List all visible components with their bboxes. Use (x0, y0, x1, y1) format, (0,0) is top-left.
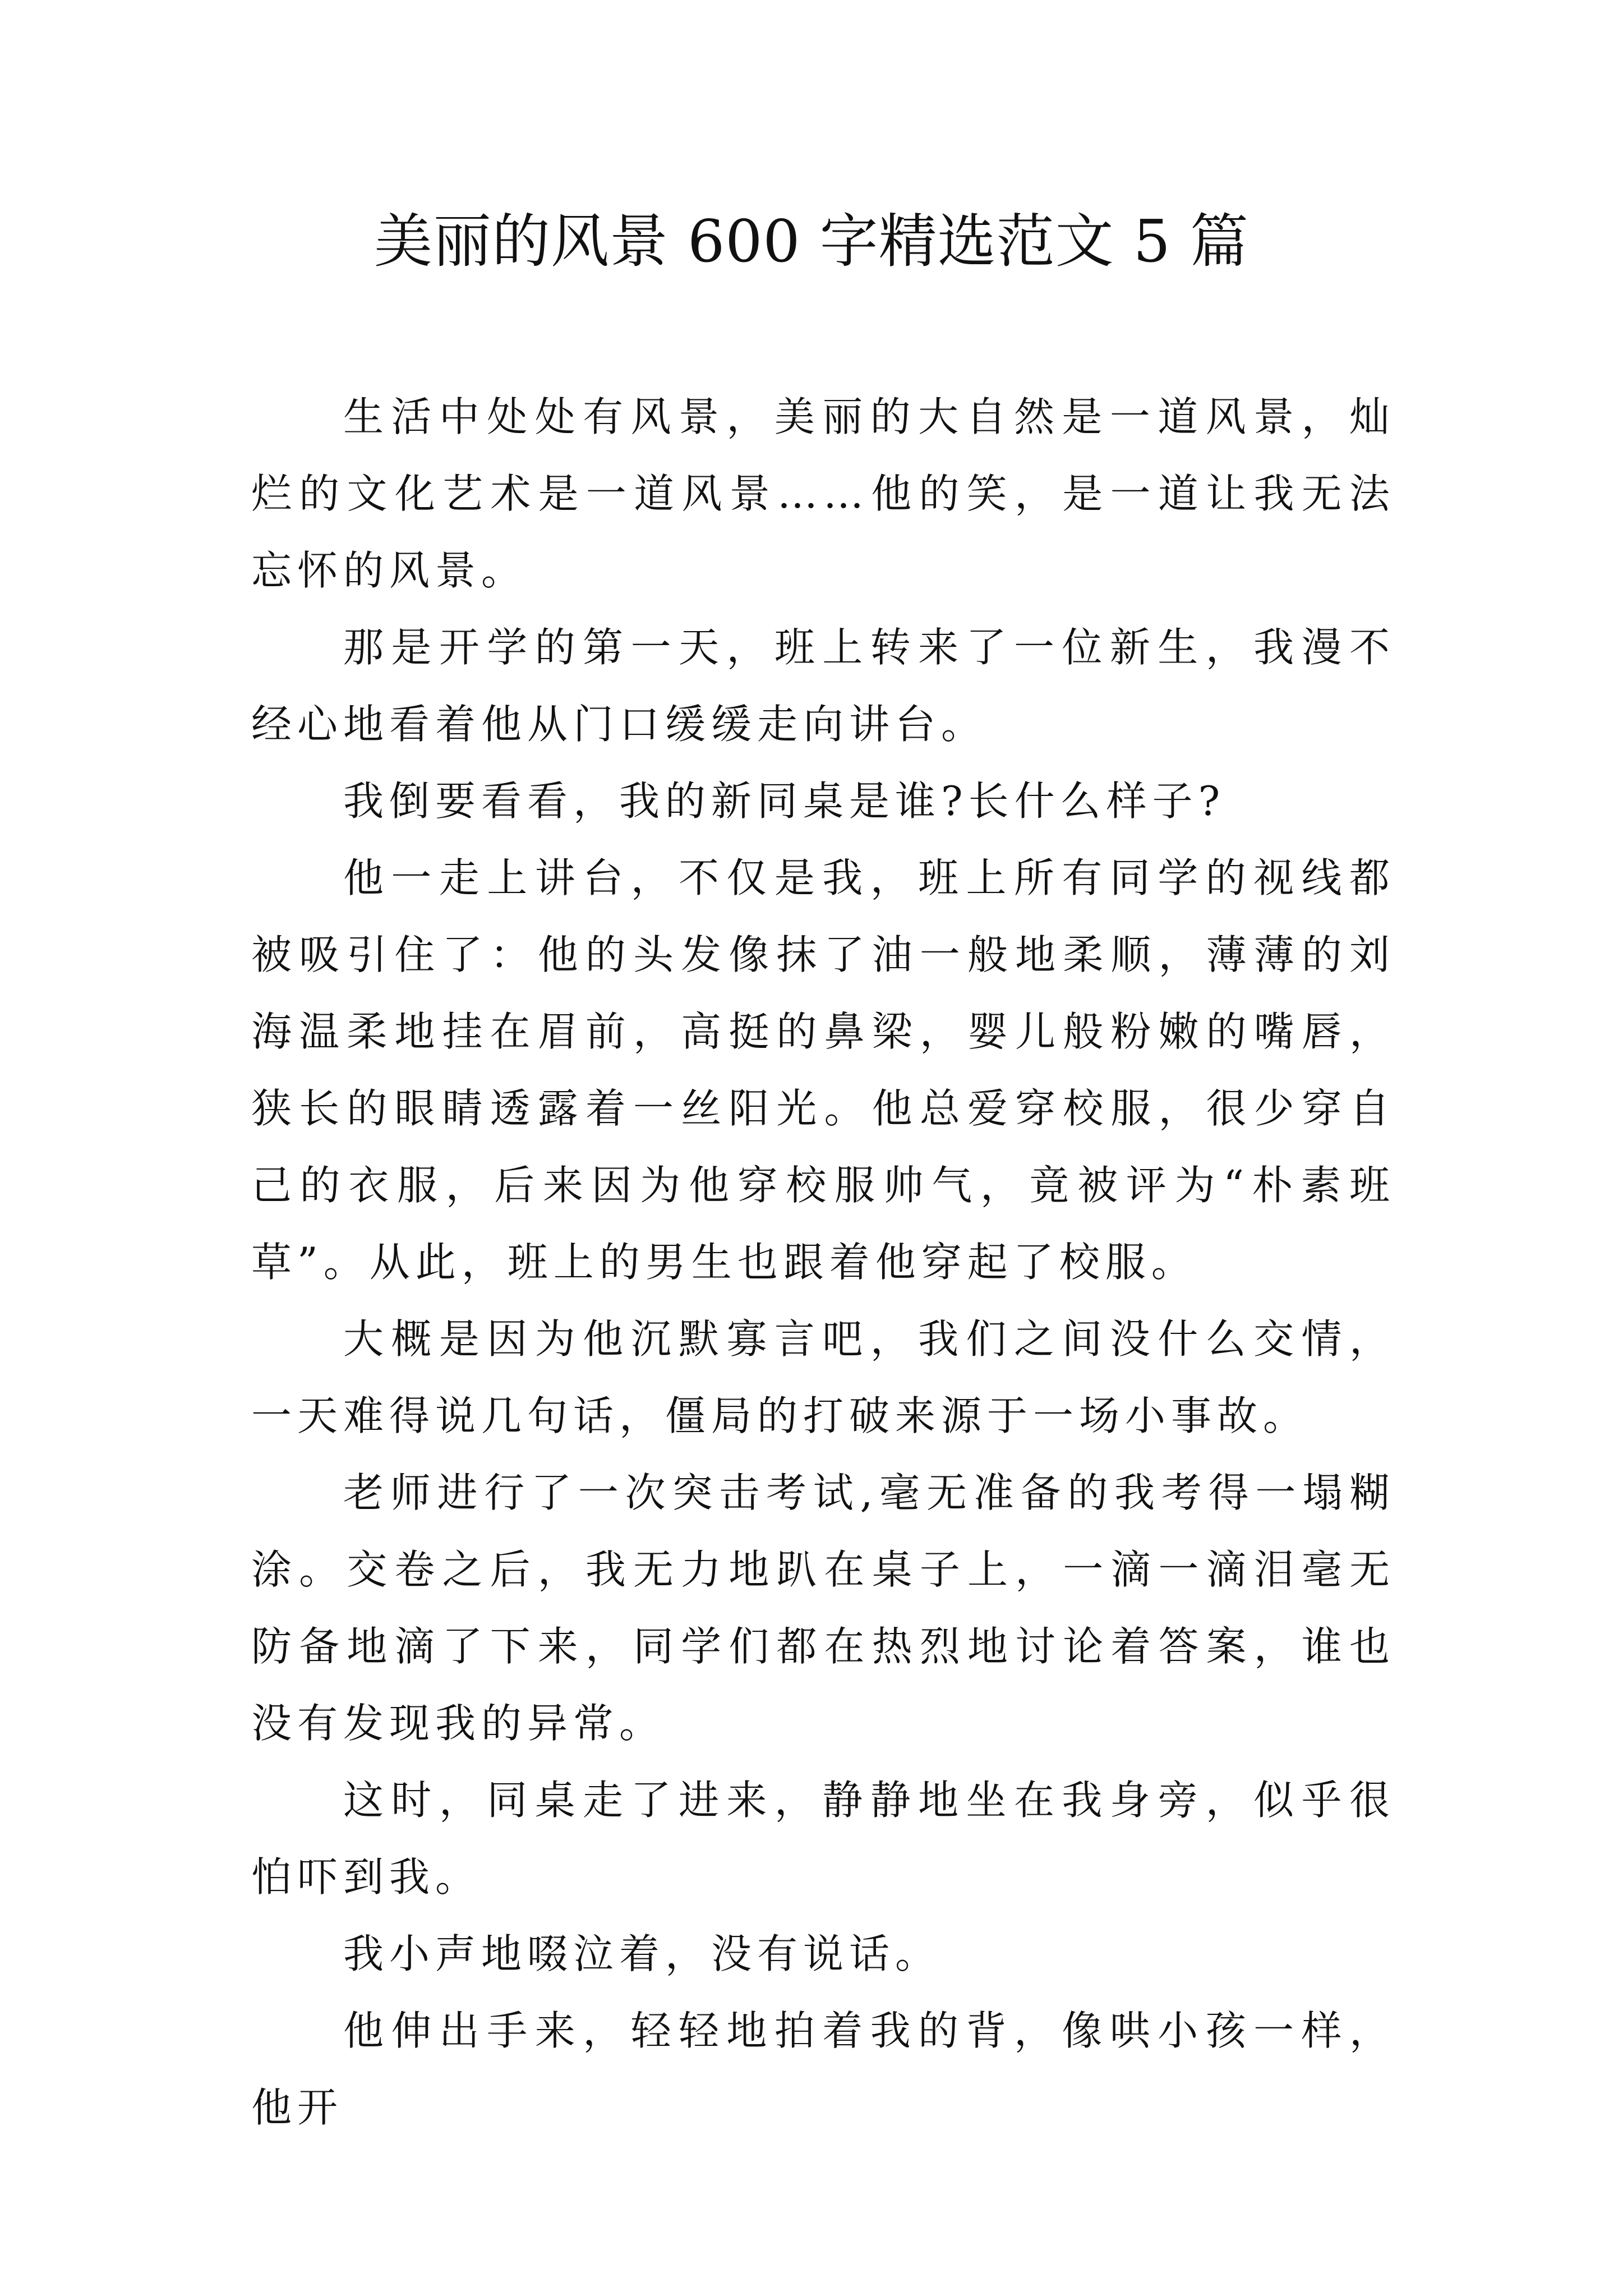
document-body (251, 379, 1395, 2146)
document-title: 美丽的风景 600 字精选范文 5 篇 (374, 207, 1249, 275)
paragraph: 他伸出手来，轻轻地拍着我的背，像哄小孩一样，他开 (251, 2007, 1395, 2131)
paragraph: 我倒要看看，我的新同桌是谁?长什么样子? (343, 777, 1226, 825)
paragraph: 他一走上讲台，不仅是我，班上所有同学的视线都被吸引住了：他的头发像抹了油一般地柔顺，薄薄的刘海温柔地挂在眉前，高挺的鼻梁，婴儿般粉嫩的嘴唇，狭长的眼睛透露着一丝阳光。他总爱穿校服，很少穿自己的衣服，后来因为他穿校服帅气，竟被评为“朴素班草”。从此，班上的男生也跟着他穿起了校服。 (251, 854, 1395, 1286)
paragraph: 老师进行了一次突击考试,毫无准备的我考得一塌糊涂。交卷之后，我无力地趴在桌子上，一滴一滴泪毫无防备地滴了下来，同学们都在热烈地讨论着答案，谁也没有发现我的异常。 (251, 1469, 1395, 1747)
paragraph: 那是开学的第一天，班上转来了一位新生，我漫不经心地看着他从门口缓缓走向讲台。 (251, 624, 1395, 748)
paragraph: 我小声地啜泣着，没有说话。 (343, 1930, 942, 1977)
paragraph: 生活中处处有风景，美丽的大自然是一道风景，灿烂的文化艺术是一道风景……他的笑，是一道让我无法忘怀的风景。 (251, 393, 1395, 594)
paragraph: 大概是因为他沉默寡言吧，我们之间没什么交情，一天难得说几句话，僵局的打破来源于一场小事故。 (251, 1315, 1395, 1439)
paragraph: 这时，同桌走了进来，静静地坐在我身旁，似乎很怕吓到我。 (251, 1777, 1395, 1901)
